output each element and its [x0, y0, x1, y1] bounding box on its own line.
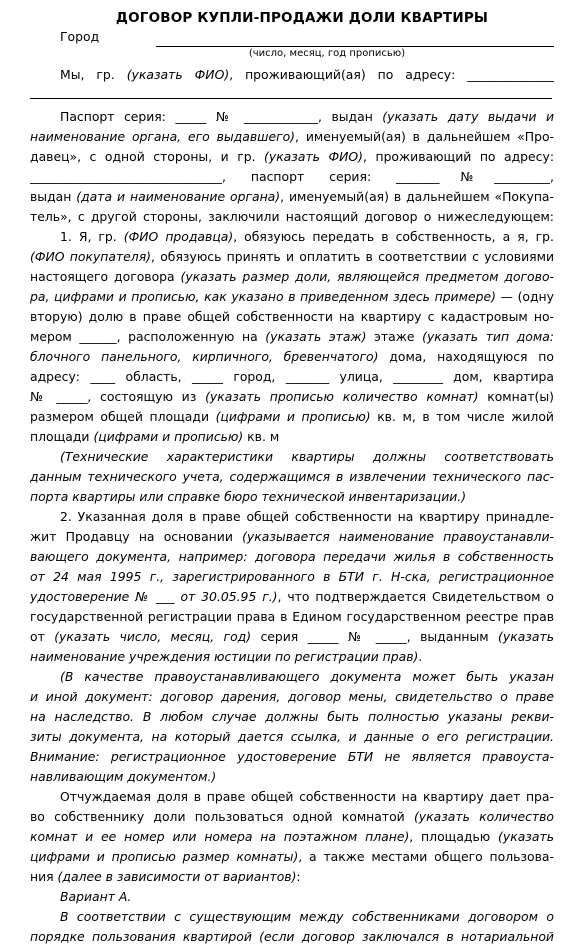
text-line: блочного панельного, кирпичного, бревенчатого) дома, находящуюся по — [30, 349, 554, 364]
text-line: 1. Я, гр. (ФИО продавца), обязуюсь передать в собственность, а я, гр. — [60, 229, 554, 244]
text-line: (В качестве правоустанавливающего документа может быть указан — [60, 669, 554, 684]
text-line: мером ______, расположенную на (указать этаж) этаже (указать тип дома: — [30, 329, 554, 344]
text-line: (ФИО покупателя), обязуюсь принять и оплатить в соответствии с условиями — [30, 249, 554, 264]
text-line: Внимание: регистрационное удостоверение БТИ не является правоуста- — [30, 749, 554, 764]
text-line: выдан (дата и наименование органа), именуемый(ая) в дальнейшем «Покупа- — [30, 189, 554, 204]
text-line: удостоверение № ___ от 30.05.95 г.), что подтверждается Свидетельством о — [30, 589, 554, 604]
text-line: и иной документ: договор дарения, договор мены, свидетельство о праве — [30, 689, 554, 704]
text-line: от (указать число, месяц, год) серия _____ № _____, выданным (указать — [30, 629, 554, 644]
city-row — [30, 28, 554, 47]
text-line: давец», с одной стороны, и гр. (указать ФИО), проживающий по адресу: — [30, 149, 554, 164]
text-line: (Технические характеристики квартиры должны соответствовать — [60, 449, 554, 464]
text-line: Мы, гр. (указать ФИО), проживающий(ая) по адресу: ______________ — [60, 67, 554, 82]
text-line: зиты документа, на который дается ссылка, и данные о его регистрации. — [30, 729, 554, 744]
document-body — [30, 65, 554, 947]
text-line: Паспорт серия: _____ № ____________, выдан (указать дату выдачи и — [60, 109, 554, 124]
text-line: Вариант А. — [60, 889, 132, 904]
text-line: тель», с другой стороны, заключили настоящий договор о нижеследующем: — [30, 209, 554, 224]
text-line: жит Продавцу на основании (указывается наименование правоустанавли- — [30, 529, 554, 544]
document-title: ДОГОВОР КУПЛИ-ПРОДАЖИ ДОЛИ КВАРТИРЫ — [115, 10, 489, 26]
text-line: вающего документа, например: договора передачи жилья в собственность — [30, 549, 554, 564]
text-line: наименование учреждения юстиции по регистрации прав). — [30, 649, 423, 664]
text-line: данным технического учета, содержащимся в извлечении технического пас- — [30, 469, 554, 484]
city-label: Город — [60, 29, 100, 44]
text-line: Отчуждаемая доля в праве общей собственности на квартиру дает пра- — [60, 789, 554, 804]
date-caption: (число, месяц, год прописью) — [248, 48, 406, 59]
text-line: наименование органа, его выдавшего), именуемый(ая) в дальнейшем «Про- — [30, 129, 554, 144]
text-line: навливающим документом.) — [30, 769, 217, 784]
text-line: во собственнику доли пользоваться одной комнатой (указать количество — [30, 809, 554, 824]
text-line: размером общей площади (цифрами и прописью) кв. м, в том числе жилой — [30, 409, 554, 424]
text-line: от 24 мая 1995 г., зарегистрированного в БТИ г. Н-ска, регистрационное — [30, 569, 554, 584]
text-line: адресу: ____ область, _____ город, _______ улица, ________ дом, квартира — [30, 369, 554, 384]
city-date-blank — [156, 33, 554, 47]
text-line: цифрами и прописью размер комнаты), а также местами общего пользова- — [30, 849, 554, 864]
text-line: площади (цифрами и прописью) кв. м — [30, 429, 280, 444]
text-line: государственной регистрации права в Едином государственном реестре прав — [30, 609, 554, 624]
text-line: вторую) долю в праве общей собственности на квартиру с кадастровым но- — [30, 309, 554, 324]
text-line: ра, цифрами и прописью, как указано в приведенном здесь примере) — (одну — [30, 289, 554, 304]
text-line: ния (далее в зависимости от вариантов): — [30, 869, 301, 884]
text-line: комнат и ее номер или номера на поэтажном плане), площадью (указать — [30, 829, 554, 844]
text-line: 2. Указанная доля в праве общей собственности на квартиру принадле- — [60, 509, 554, 524]
text-line: В соответствии с существующим между собственниками договором о — [60, 909, 554, 924]
text-line: порта квартиры или справке бюро технической инвентаризации.) — [30, 489, 467, 504]
text-line: настоящего договора (указать размер доли, являющейся предметом догово- — [30, 269, 554, 284]
text-line: _______________________________, паспорт серия: _______№_________, — [30, 169, 554, 184]
text-line: на наследство. В любом случае должны быть полностью указаны рекви- — [30, 709, 554, 724]
address-blank-line — [30, 85, 552, 99]
text-line: порядке пользования квартирой (если договор заключался в нотариальной — [30, 929, 554, 944]
text-line: № _____, состоящую из (указать прописью количество комнат) комнат(ы) — [30, 389, 554, 404]
